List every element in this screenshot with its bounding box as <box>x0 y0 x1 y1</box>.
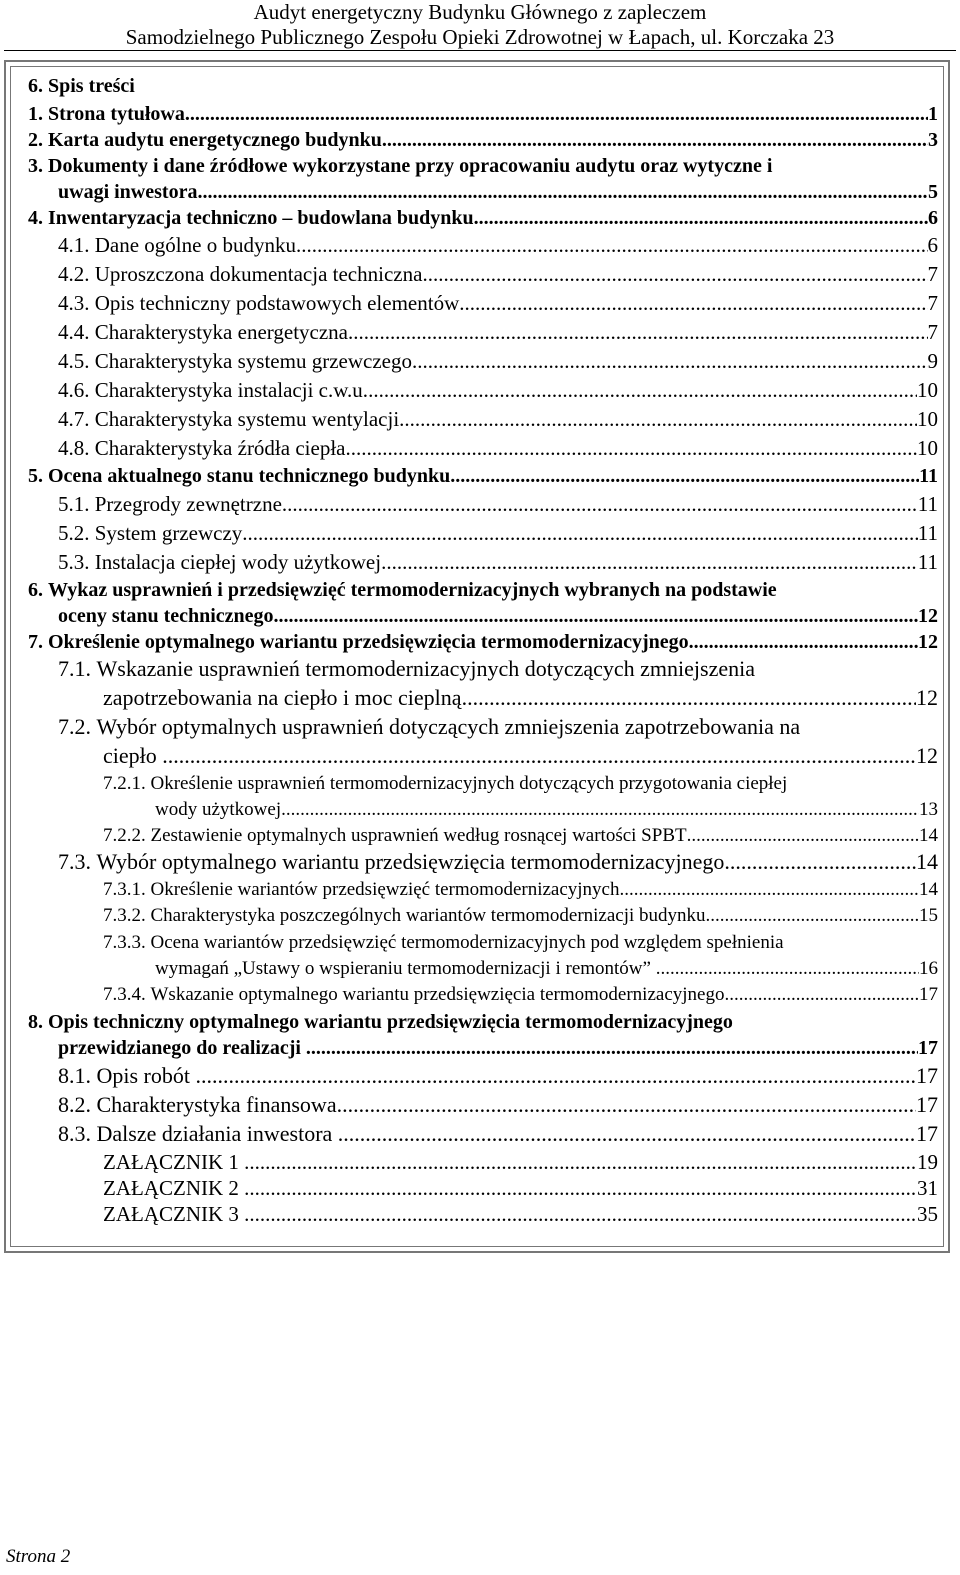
toc-entry[interactable]: 1. Strona tytułowa ..... 1 <box>28 102 938 126</box>
toc-entry-continuation[interactable]: wymagań „Ustawy o wspieraniu termomodernizacji i remontów” ..... 16 <box>155 957 938 981</box>
toc-entry[interactable]: 4.5. Charakterystyka systemu grzewczego ..... 9 <box>58 349 938 373</box>
toc-entry-continuation[interactable]: oceny stanu technicznego ..... 12 <box>58 604 938 628</box>
toc-entry-continuation[interactable]: przewidzianego do realizacji ..... 17 <box>58 1036 938 1060</box>
toc-entry[interactable]: 4.7. Charakterystyka systemu wentylacji ..... 10 <box>58 407 938 431</box>
toc-entry[interactable]: 4.4. Charakterystyka energetyczna ..... 7 <box>58 320 938 344</box>
toc-entry-attachment[interactable]: ZAŁĄCZNIK 3 ..... 35 <box>103 1202 938 1226</box>
toc-entry[interactable]: 8.1. Opis robót ..... 17 <box>58 1064 938 1088</box>
toc-entry[interactable]: 4.3. Opis techniczny podstawowych elementów ..... 7 <box>58 291 938 315</box>
toc-entry-attachment[interactable]: ZAŁĄCZNIK 2 ..... 31 <box>103 1176 938 1200</box>
header-line-2: Samodzielnego Publicznego Zespołu Opieki Zdrowotnej w Łapach, ul. Korczaka 23 <box>125 25 835 49</box>
toc-entry[interactable]: 5.3. Instalacja ciepłej wody użytkowej ..... 11 <box>58 550 938 574</box>
toc-entry[interactable]: 8.3. Dalsze działania inwestora ..... 17 <box>58 1122 938 1146</box>
toc-entry[interactable]: 4.2. Uproszczona dokumentacja techniczna ..... 7 <box>58 262 938 286</box>
toc-entry[interactable]: 4.1. Dane ogólne o budynku ..... 6 <box>58 233 938 257</box>
toc-entry[interactable]: 7. Określenie optymalnego wariantu przedsięwzięcia termomodernizacyjnego ..... 12 <box>28 630 938 654</box>
toc-entry[interactable]: 8. Opis techniczny optymalnego wariantu przedsięwzięcia termomodernizacyjnego <box>28 1011 733 1033</box>
page-number: Strona 2 <box>6 1546 71 1567</box>
header-line-1: Audyt energetyczny Budynku Głównego z zapleczem <box>253 0 707 24</box>
toc-entry[interactable]: 5.1. Przegrody zewnętrzne ..... 11 <box>58 492 938 516</box>
toc-entry[interactable]: 8.2. Charakterystyka finansowa ..... 17 <box>58 1093 938 1117</box>
toc-entry-continuation[interactable]: wody użytkowej ..... 13 <box>155 798 938 822</box>
toc-entry-continuation[interactable]: uwagi inwestora ..... 5 <box>58 180 938 204</box>
toc-entry[interactable]: 2. Karta audytu energetycznego budynku. ..... 3 <box>28 128 938 152</box>
toc-entry-continuation[interactable]: zapotrzebowania na ciepło i moc cieplną ..... 12 <box>103 686 938 710</box>
toc-entry[interactable]: 7.3.2. Charakterystyka poszczególnych wariantów termomodernizacji budynku ..... 15 <box>103 904 938 928</box>
toc-entry[interactable]: 7.3.1. Określenie wariantów przedsięwzięć termomodernizacyjnych ..... 14 <box>103 878 938 902</box>
toc-entry[interactable]: 7.3.4. Wskazanie optymalnego wariantu przedsięwzięcia termomodernizacyjnego ..... 17 <box>103 983 938 1007</box>
toc-entry[interactable]: 7.3. Wybór optymalnego wariantu przedsięwzięcia termomodernizacyjnego ..... 14 <box>58 850 938 874</box>
toc-entry[interactable]: 7.2.1. Określenie usprawnień termomodernizacyjnych dotyczących przygotowania ciepłej <box>103 773 788 794</box>
toc-entry[interactable]: 7.2. Wybór optymalnych usprawnień dotyczących zmniejszenia zapotrzebowania na <box>58 714 801 739</box>
toc-entry[interactable]: 3. Dokumenty i dane źródłowe wykorzystane przy opracowaniu audytu oraz wytyczne i <box>28 155 773 177</box>
toc-entry[interactable]: 4.6. Charakterystyka instalacji c.w.u. ..... 10 <box>58 378 938 402</box>
toc-entry-attachment[interactable]: ZAŁĄCZNIK 1 ..... 19 <box>103 1150 938 1174</box>
toc-entry[interactable]: 5. Ocena aktualnego stanu technicznego budynku ..... 11 <box>28 464 938 488</box>
toc-entry[interactable]: 6. Wykaz usprawnień i przedsięwzięć termomodernizacyjnych wybranych na podstawie <box>28 579 777 601</box>
toc-entry[interactable]: 7.3.3. Ocena wariantów przedsięwzięć termomodernizacyjnych pod względem spełnienia <box>103 932 784 953</box>
toc-entry[interactable]: 7.1. Wskazanie usprawnień termomodernizacyjnych dotyczących zmniejszenia <box>58 656 755 681</box>
toc-entry-continuation[interactable]: ciepło ..... 12 <box>103 744 938 768</box>
toc-entry[interactable]: 4. Inwentaryzacja techniczno – budowlana budynku ..... 6 <box>28 206 938 230</box>
toc-entry[interactable]: 5.2. System grzewczy ..... 11 <box>58 521 938 545</box>
toc-title: 6. Spis treści <box>28 75 135 97</box>
toc-entry[interactable]: 7.2.2. Zestawienie optymalnych usprawnień według rosnącej wartości SPBT ..... 14 <box>103 824 938 848</box>
toc-entry[interactable]: 4.8. Charakterystyka źródła ciepła ..... 10 <box>58 436 938 460</box>
